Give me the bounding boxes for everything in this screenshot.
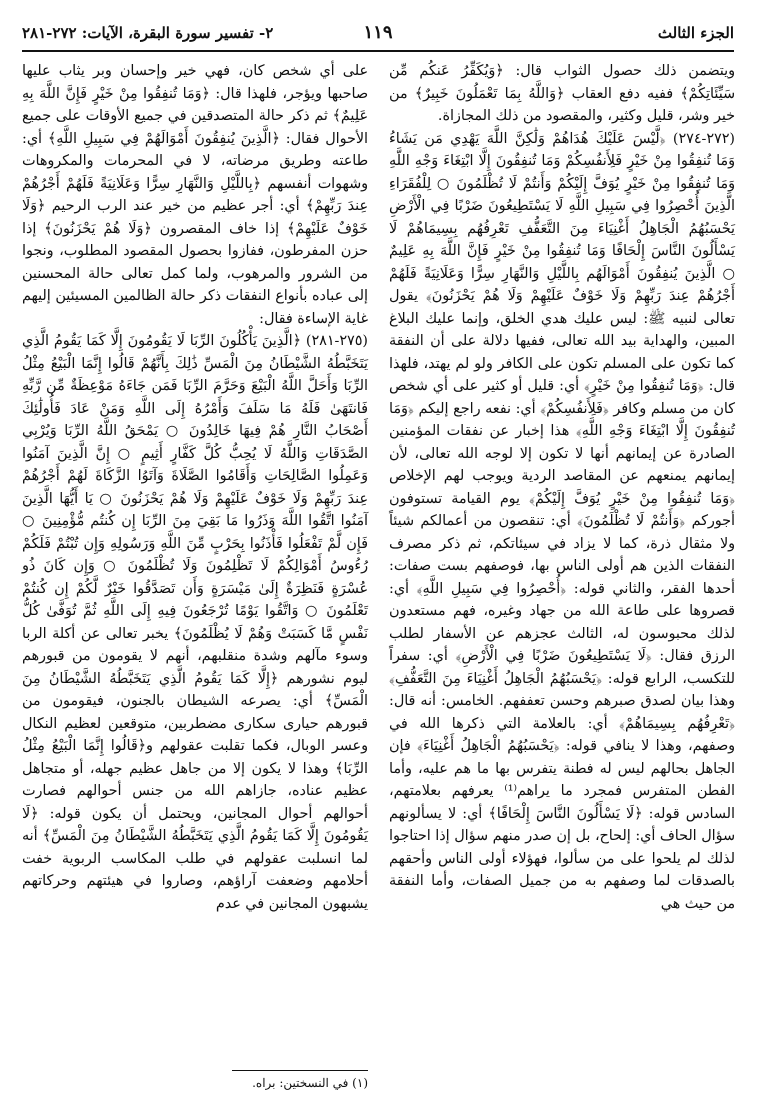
paragraph: (٢٧٥-٢٨١) ﴿الَّذِينَ يَأْكُلُونَ الرِّبَا لَا يَقُومُونَ إِلَّا كَمَا يَقُومُ الَّذِي يَتَخَبَّطُهُ الشَّيْطَانُ مِنَ الْمَسِّ ذَٰلِكَ بِأَنَّهُمْ قَالُوا إِنَّمَا الْبَيْعُ مِثْلُ الرِّبَا وَأَحَلَّ اللَّهُ الْبَيْعَ وَحَرَّمَ الرِّبَا فَمَن جَاءَهُ مَوْعِظَةٌ مِّن رَّبِّهِ فَانتَهَىٰ فَلَهُ مَا سَلَفَ وَأَمْرُهُ إِلَى اللَّهِ وَمَنْ عَادَ فَأُولَٰئِكَ أَصْحَابُ النَّارِ هُمْ فِيهَا خَالِدُونَ ○ يَمْحَقُ اللَّهُ الرِّبَا وَيُرْبِي الصَّدَقَاتِ وَاللَّهُ لَا يُحِبُّ كُلَّ كَفَّارٍ أَثِيمٍ ○ إِنَّ الَّذِينَ آمَنُوا وَعَمِلُوا الصَّالِحَاتِ وَأَقَامُوا الصَّلَاةَ وَآتَوُا الزَّكَاةَ لَهُمْ أَجْرُهُمْ عِندَ رَبِّهِمْ وَلَا خَوْفٌ عَلَيْهِمْ وَلَا هُمْ يَحْزَنُونَ ○ يَا أَيُّهَا الَّذِينَ آمَنُوا اتَّقُوا اللَّهَ وَذَرُوا مَا بَقِيَ مِنَ الرِّبَا إِن كُنتُم مُّؤْمِنِينَ ○ فَإِن لَّمْ تَفْعَلُوا فَأْذَنُوا بِحَرْبٍ مِّنَ اللَّهِ وَرَسُولِهِ وَإِن تُبْتُمْ فَلَكُمْ رُءُوسُ أَمْوَالِكُمْ لَا تَظْلِمُونَ وَلَا تُظْلَمُونَ ○ وَإِن كَانَ ذُو عُسْرَةٍ فَنَظِرَةٌ إِلَىٰ مَيْسَرَةٍ وَأَن تَصَدَّقُوا خَيْرٌ لَّكُمْ إِن كُنتُمْ تَعْلَمُونَ ○ وَاتَّقُوا يَوْمًا تُرْجَعُونَ فِيهِ إِلَى اللَّهِ ثُمَّ تُوَفَّىٰ كُلُّ نَفْسٍ مَّا كَسَبَتْ وَهُمْ لَا يُظْلَمُونَ﴾ يخبر تعالى عن أكلة الربا وسوء مآلهم وشدة منقلبهم، أنهم لا يقومون من قبورهم ليوم نشورهم ﴿إِلَّا كَمَا يَقُومُ الَّذِي يَتَخَبَّطُهُ الشَّيْطَانُ مِنَ الْمَسِّ﴾ أي: يصرعه الشيطان بالجنون، فيقومون من قبورهم حيارى سكارى مضطربين، متوقعين لعظيم النكال وعسر الوبال، فكما تقلبت عقولهم و﴿قَالُوا إِنَّمَا الْبَيْعُ مِثْلُ الرِّبَا﴾ وهذا لا يكون إلا من جاهل عظيم جهله، أو متجاهل عظيم عناده، جازاهم الله من جنس أحوالهم فصارت أحوالهم أحوال المجانين، ويحتمل أن يكون قوله: ﴿لَا يَقُومُونَ إِلَّا كَمَا يَقُومُ الَّذِي يَتَخَبَّطُهُ الشَّيْطَانُ مِنَ الْمَسِّ﴾ أنه لما انسلبت عقولهم في طلب المكاسب الربوية خفت أحلامهم وضعفت آراؤهم، وصاروا في هيئتهم وحركاتهم يشبهون المجانين في عدم	[22, 333, 368, 912]
right-column	[389, 60, 735, 915]
part-title: الجزء الثالث	[657, 24, 734, 42]
paragraph: ويتضمن ذلك حصول الثواب قال: ﴿وَيُكَفِّرُ عَنكُم مِّن سَيِّئَاتِكُمْ﴾ ففيه دفع العقاب ﴿وَاللَّهُ بِمَا تَعْمَلُونَ خَبِيرٌ﴾ من خير وشر، قليل وكثير، والمقصود من ذلك المجازاة.	[389, 63, 735, 124]
page-header	[22, 22, 734, 48]
paragraph: (٢٧٢-٢٧٤) ﴿لَّيْسَ عَلَيْكَ هُدَاهُمْ وَلَٰكِنَّ اللَّهَ يَهْدِي مَن يَشَاءُ وَمَا تُنفِقُوا مِنْ خَيْرٍ فَلِأَنفُسِكُمْ وَمَا تُنفِقُونَ إِلَّا ابْتِغَاءَ وَجْهِ اللَّهِ وَمَا تُنفِقُوا مِنْ خَيْرٍ يُوَفَّ إِلَيْكُمْ وَأَنتُمْ لَا تُظْلَمُونَ ○ لِلْفُقَرَاءِ الَّذِينَ أُحْصِرُوا فِي سَبِيلِ اللَّهِ لَا يَسْتَطِيعُونَ ضَرْبًا فِي الْأَرْضِ يَحْسَبُهُمُ الْجَاهِلُ أَغْنِيَاءَ مِنَ التَّعَفُّفِ تَعْرِفُهُم بِسِيمَاهُمْ لَا يَسْأَلُونَ النَّاسَ إِلْحَافًا وَمَا تُنفِقُوا مِنْ خَيْرٍ فَإِنَّ اللَّهَ بِهِ عَلِيمٌ ○ الَّذِينَ يُنفِقُونَ أَمْوَالَهُم بِاللَّيْلِ وَالنَّهَارِ سِرًّا وَعَلَانِيَةً فَلَهُمْ أَجْرُهُمْ عِندَ رَبِّهِمْ وَلَا خَوْفٌ عَلَيْهِمْ وَلَا هُمْ يَحْزَنُونَ﴾ يقول تعالى لنبيه ﷺ: ليس عليك هدي الخلق، وإنما عليك البلاغ المبين، والهداية بيد الله تعالى، ففيها دلالة على أن النفقة كما تكون على المسلم تكون على الكافر ولو لم يهتد، فلهذا قال: ﴿وَمَا تُنفِقُوا مِنْ خَيْرٍ﴾ أي: قليل أو كثير على أي شخص كان من مسلم وكافر ﴿فَلِأَنفُسِكُمْ﴾ أي: نفعه راجع إليكم ﴿وَمَا تُنفِقُونَ إِلَّا ابْتِغَاءَ وَجْهِ اللَّهِ﴾ هذا إخبار عن نفقات المؤمنين الصادرة عن إيمانهم أنها لا تكون إلا لوجه الله تعالى، لأن إيمانهم يمنعهم عن المقاصد الردية ويوجب لهم الإخلاص ﴿وَمَا تُنفِقُوا مِنْ خَيْرٍ يُوَفَّ إِلَيْكُمْ﴾ يوم القيامة تستوفون أجوركم ﴿وَأَنتُمْ لَا تُظْلَمُونَ﴾ أي: تنقصون من أعمالكم شيئاً ولا مثقال ذرة، كما لا يزاد في سيئاتكم، ثم ذكر مصرف النفقات الذين هم أولى الناس بها، فوصفهم بست صفات: أحدها الفقر، والثاني قوله: ﴿أُحْصِرُوا فِي سَبِيلِ اللَّهِ﴾ أي: قصروها على طاعة الله من جهاد وغيره، فهم مستعدون لذلك محبوسون له، الثالث عجزهم عن الأسفار لطلب الرزق فقال: ﴿لَا يَسْتَطِيعُونَ ضَرْبًا فِي الْأَرْضِ﴾ أي: سفراً للتكسب، الرابع قوله: ﴿يَحْسَبُهُمُ الْجَاهِلُ أَغْنِيَاءَ مِنَ التَّعَفُّفِ﴾ وهذا بيان لصدق صبرهم وحسن تعففهم. الخامس: أنه قال: ﴿تَعْرِفُهُم بِسِيمَاهُمْ﴾ أي: بالعلامة التي ذكرها الله في وصفهم، وهذا لا ينافي قوله: ﴿يَحْسَبُهُمُ الْجَاهِلُ أَغْنِيَاءَ﴾ فإن الجاهل بحالهم ليس له فطنة يتفرس بها ما هم عليه، وأما الفطن المتفرس فمجرد ما يراهم⁽¹⁾ يعرفهم بعلامتهم، السادس قوله: ﴿لَا يَسْأَلُونَ النَّاسَ إِلْحَافًا﴾ أي: لا يسألونهم سؤال الحاف أي: إلحاح، بل إن صدر منهم سؤال إذا احتاجوا لذلك لم يلحوا على من سألوا، فهؤلاء أولى الناس وأحقهم بالصدقات لما وصفهم به من جميل الصفات، وأما النفقة من حيث هي	[389, 130, 735, 912]
header-rule	[22, 50, 734, 52]
page-number: ١١٩	[363, 22, 393, 43]
footnote: (١) في النسختين: براه.	[252, 1076, 368, 1090]
paragraph: على أي شخص كان، فهي خير وإحسان وبر يثاب عليها صاحبها ويؤجر، فلهذا قال: ﴿وَمَا تُنفِقُوا مِنْ خَيْرٍ فَإِنَّ اللَّهَ بِهِ عَلِيمٌ﴾ ثم ذكر حالة المتصدقين في جميع الأوقات على جميع الأحوال فقال: ﴿الَّذِينَ يُنفِقُونَ أَمْوَالَهُمْ فِي سَبِيلِ اللَّهِ﴾ أي: طاعته وطريق مرضاته، لا في المحرمات والمكروهات وشهوات أنفسهم ﴿بِاللَّيْلِ وَالنَّهَارِ سِرًّا وَعَلَانِيَةً فَلَهُمْ أَجْرُهُمْ عِندَ رَبِّهِمْ﴾ أي: أجر عظيم من خير عند الرب الرحيم ﴿وَلَا خَوْفٌ عَلَيْهِمْ﴾ إذا خاف المقصرون ﴿وَلَا هُمْ يَحْزَنُونَ﴾ إذا حزن المفرطون، ففازوا بحصول المقصود المطلوب، ونجوا من الشرور والمرهوب، ولما كمل تعالى حالة المحسنين إلى عباده بأنواع النفقات ذكر حالة الظالمين المسيئين إليهم غاية الإساءة فقال:	[22, 63, 368, 327]
footnote-rule	[232, 1070, 368, 1071]
left-column	[22, 60, 368, 915]
surah-info: ٢- تفسير سورة البقرة، الآيات: ٢٧٢-٢٨١	[22, 24, 274, 42]
